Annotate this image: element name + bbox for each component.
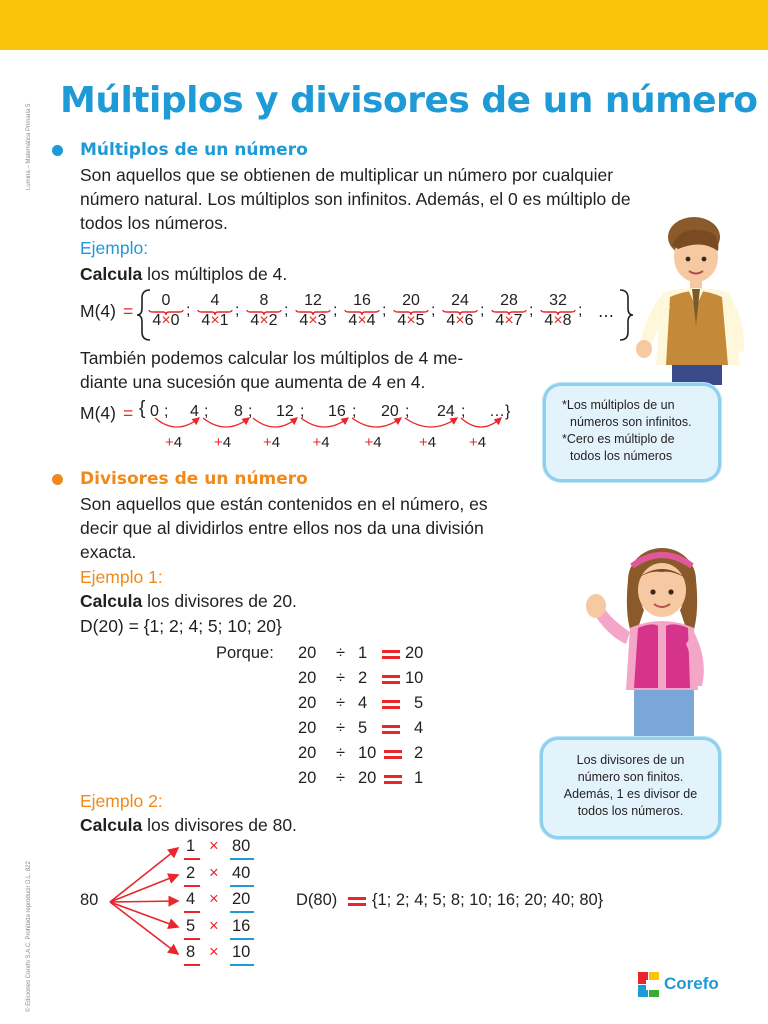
factor-a: 5 — [186, 916, 196, 935]
separator: ; — [352, 403, 357, 420]
equals-sign — [382, 725, 400, 734]
times-sign: × — [259, 312, 269, 329]
step-value: 4 — [427, 434, 437, 451]
bullet-icon — [52, 145, 63, 156]
note-bubble-multiples — [543, 383, 721, 482]
sequence-value: 24 — [437, 403, 455, 420]
factor-a: 4 — [201, 312, 211, 329]
fraction-numerator: 24 — [451, 292, 469, 309]
sequence-arrow — [155, 418, 199, 427]
fraction-numerator: 16 — [353, 292, 371, 309]
factor-b: 2 — [268, 312, 278, 329]
fraction-numerator: 4 — [210, 292, 220, 309]
root-number: 80 — [80, 891, 99, 909]
plus-sign: + — [263, 434, 272, 451]
factor-a-underline — [184, 964, 200, 966]
separator: ; — [333, 302, 338, 319]
fraction-denominator — [440, 311, 480, 331]
fraction — [244, 291, 284, 331]
factor-b: 6 — [464, 312, 474, 329]
corefo-logo-icon — [638, 972, 660, 998]
dividend: 20 — [298, 719, 317, 737]
separator: ; — [461, 403, 466, 420]
factor-a: 8 — [186, 943, 196, 961]
example1-label: Ejemplo 1: — [80, 567, 163, 587]
divisor: 5 — [358, 719, 368, 737]
bubble-text — [546, 386, 718, 465]
factor-b: 80 — [232, 837, 251, 855]
calc-rest: los divisores de 20. — [142, 591, 297, 611]
bubble-line: todos los números. — [577, 804, 684, 818]
factor-a: 1 — [186, 837, 196, 855]
factor-a: 4 — [348, 312, 358, 329]
step-value: 4 — [271, 434, 281, 451]
times-sign: × — [357, 312, 367, 329]
fraction-denominator — [146, 311, 186, 331]
calc-rest: los múltiplos de 4. — [142, 264, 288, 284]
equals-sign — [382, 700, 400, 709]
quotient: 1 — [414, 769, 424, 787]
side-note-top: Lumina – Matemática Primaria 5 — [26, 103, 32, 190]
divisor: 20 — [358, 769, 377, 787]
factor-arrows — [104, 840, 184, 965]
girl-illustration — [582, 540, 722, 740]
bubble-text — [543, 740, 718, 820]
dividend: 20 — [298, 744, 317, 762]
dividend: 20 — [298, 669, 317, 687]
divide-sign: ÷ — [336, 744, 346, 762]
fraction-denominator — [293, 311, 333, 331]
factor-b: 1 — [219, 312, 229, 329]
multiples-heading: Múltiplos de un número — [80, 140, 308, 160]
times-sign: × — [210, 312, 220, 329]
separator: ; — [480, 302, 485, 319]
separator: ; — [164, 403, 169, 420]
separator: ; — [248, 403, 253, 420]
factor-b: 4 — [366, 312, 376, 329]
sequence-arrow — [203, 418, 249, 427]
sequence-value: 16 — [328, 403, 346, 420]
calc-instruction — [80, 262, 287, 286]
plus-sign: + — [469, 434, 478, 451]
factor-a: 4 — [544, 312, 554, 329]
separator: ; — [204, 403, 209, 420]
fraction — [195, 291, 235, 331]
top-banner — [0, 0, 768, 50]
times-sign: × — [209, 943, 219, 961]
factor-a: 2 — [186, 863, 196, 882]
divide-sign: ÷ — [336, 644, 346, 662]
factor-b: 5 — [415, 312, 425, 329]
bubble-line: *Los múltiplos de un — [562, 398, 675, 412]
divisor: 4 — [358, 694, 368, 712]
set-d80-label: D(80) — [296, 891, 338, 909]
example2-label: Ejemplo 2: — [80, 791, 163, 811]
sequence-arrow — [352, 418, 401, 427]
sequence-arrow — [405, 418, 457, 427]
factor-a-underline — [184, 858, 200, 860]
factor-b: 0 — [170, 312, 180, 329]
sequence-value: 8 — [234, 403, 243, 420]
multiples-definition — [80, 163, 631, 235]
quotient: 2 — [414, 744, 424, 762]
divide-sign: ÷ — [336, 669, 346, 687]
text-line: Son aquellos que se obtienen de multiplicar un número por cualquier — [80, 165, 614, 185]
text-line: Son aquellos que están contenidos en el número, es — [80, 494, 488, 514]
step-label — [263, 434, 280, 451]
quotient: 20 — [405, 644, 424, 662]
separator: ; — [578, 302, 583, 319]
times-sign: × — [406, 312, 416, 329]
bubble-line: todos los números — [570, 449, 673, 463]
factor-b-underline — [230, 885, 254, 887]
factor-b: 7 — [513, 312, 523, 329]
divide-sign: ÷ — [336, 719, 346, 737]
separator: ; — [405, 403, 410, 420]
fraction — [391, 291, 431, 331]
equals-sign — [382, 650, 400, 659]
times-sign: × — [209, 837, 219, 855]
factor-b: 10 — [232, 943, 251, 961]
separator: ; — [300, 403, 305, 420]
calc-bold: Calcula — [80, 815, 143, 835]
quotient: 5 — [414, 694, 424, 712]
sequence-value: …} — [489, 403, 511, 420]
text-line: todos los números. — [80, 213, 228, 233]
factor-b-underline — [230, 858, 254, 860]
factor-a: 4 — [299, 312, 309, 329]
fraction-numerator: 0 — [161, 292, 171, 309]
times-sign: × — [504, 312, 514, 329]
divisors-heading: Divisores de un número — [80, 469, 308, 489]
factor-a: 4 — [446, 312, 456, 329]
factor-a: 4 — [397, 312, 407, 329]
step-label — [469, 434, 486, 451]
calc2-instruction — [80, 813, 297, 837]
separator: ; — [284, 302, 289, 319]
plus-sign: + — [364, 434, 374, 451]
separator: ; — [529, 302, 534, 319]
bullet-icon — [52, 474, 63, 485]
fraction-denominator — [489, 311, 529, 331]
set-d80-values: {1; 2; 4; 5; 8; 10; 16; 20; 40; 80} — [372, 891, 604, 909]
fraction — [538, 291, 578, 331]
separator: ; — [186, 302, 191, 319]
times-sign: × — [161, 312, 171, 329]
times-sign: × — [209, 916, 219, 935]
calc-rest: los divisores de 80. — [142, 815, 297, 835]
fraction-numerator: 32 — [549, 292, 567, 309]
step-label — [165, 434, 182, 451]
plus-sign: + — [214, 434, 223, 451]
step-label — [313, 434, 330, 451]
factor-a-underline — [184, 885, 200, 887]
dividend: 20 — [298, 644, 317, 662]
fraction — [293, 291, 333, 331]
times-sign: × — [553, 312, 563, 329]
factor-a: 4 — [495, 312, 505, 329]
divisor: 2 — [358, 669, 368, 687]
fraction — [342, 291, 382, 331]
times-sign: × — [455, 312, 465, 329]
sequence-value: 0 — [150, 403, 159, 420]
divisors-definition — [80, 492, 488, 564]
dividend: 20 — [298, 694, 317, 712]
text-line: decir que al dividirlos entre ellos nos da una división — [80, 518, 484, 538]
bubble-line: *Cero es múltiplo de — [562, 432, 675, 446]
fraction-denominator — [391, 311, 431, 331]
text-line: exacta. — [80, 542, 137, 562]
calc-bold: Calcula — [80, 591, 143, 611]
text-line: También podemos calcular los múltiplos de 4 me- — [80, 348, 464, 368]
factor-a: 4 — [152, 312, 162, 329]
times-sign: × — [209, 863, 219, 882]
page-title: Múltiplos y divisores de un número — [60, 80, 758, 121]
divide-sign: ÷ — [336, 769, 346, 787]
sequence-open-brace: { — [139, 398, 146, 419]
factor-a: 4 — [186, 890, 196, 908]
factor-a: 4 — [250, 312, 260, 329]
factor-b-underline — [230, 911, 254, 913]
quotient: 10 — [405, 669, 424, 687]
calc1-instruction — [80, 589, 297, 613]
fraction-denominator — [195, 311, 235, 331]
factor-b: 40 — [232, 863, 251, 882]
fraction-denominator — [342, 311, 382, 331]
separator: ; — [382, 302, 387, 319]
bubble-line: Los divisores de un — [576, 753, 685, 767]
factor-b: 16 — [232, 916, 251, 935]
factor-b-underline — [230, 964, 254, 966]
factor-b: 8 — [562, 312, 572, 329]
sequence-arrow — [461, 418, 501, 427]
fraction — [146, 291, 186, 331]
ellipsis: … — [598, 302, 614, 321]
quotient: 4 — [414, 719, 424, 737]
sequence-arrow — [301, 418, 348, 427]
equals-sign — [382, 675, 400, 684]
sequence-arrow — [253, 418, 297, 427]
calc-bold: Calcula — [80, 264, 143, 284]
step-value: 4 — [173, 434, 183, 451]
porque-label: Porque: — [216, 644, 274, 662]
fraction-denominator — [538, 311, 578, 331]
equals-sign: = — [123, 301, 134, 321]
step-label — [214, 434, 231, 451]
separator: ; — [431, 302, 436, 319]
bubble-line: número son finitos. — [577, 770, 684, 784]
example-label: Ejemplo: — [80, 238, 149, 258]
sequence-text — [80, 346, 463, 394]
fraction-numerator: 12 — [304, 292, 322, 309]
divisor: 1 — [358, 644, 368, 662]
equals-sign: = — [123, 403, 134, 423]
sequence-value: 12 — [276, 403, 294, 420]
fraction-numerator: 8 — [259, 292, 269, 309]
sequence-value: 4 — [190, 403, 199, 420]
fraction — [440, 291, 480, 331]
plus-sign: + — [165, 434, 174, 451]
boy-illustration — [632, 215, 760, 385]
bubble-line: números son infinitos. — [570, 415, 692, 429]
equals-sign — [384, 775, 402, 784]
divisor: 10 — [358, 744, 377, 762]
step-value: 4 — [222, 434, 232, 451]
times-sign: × — [308, 312, 318, 329]
equals-sign — [348, 897, 366, 906]
set-label-m4-seq: M(4) — [80, 403, 116, 423]
equals-sign — [384, 750, 402, 759]
step-label — [365, 434, 382, 451]
fraction-denominator — [244, 311, 284, 331]
times-sign: × — [209, 890, 219, 908]
factor-b: 3 — [317, 312, 327, 329]
dividend: 20 — [298, 769, 317, 787]
text-line: diante una sucesión que aumenta de 4 en 4. — [80, 372, 426, 392]
plus-sign: + — [312, 434, 322, 451]
set-d20: D(20) = {1; 2; 4; 5; 10; 20} — [80, 616, 282, 636]
sequence-arrows — [140, 414, 520, 436]
bubble-line: Además, 1 es divisor de — [563, 787, 698, 801]
side-note-bottom: © Ediciones Corefo S.A.C. Prohibida reproducir D.L. 822 — [26, 861, 32, 1012]
step-value: 4 — [477, 434, 487, 451]
separator: ; — [235, 302, 240, 319]
step-value: 4 — [321, 434, 330, 451]
text-line: número natural. Los múltiplos son infinitos. Además, el 0 es múltiplo de — [80, 189, 631, 209]
factor-a-underline — [184, 938, 200, 940]
fraction — [489, 291, 529, 331]
set-label-m4: M(4) — [80, 301, 116, 321]
step-label — [419, 434, 436, 451]
plus-sign: + — [419, 434, 428, 451]
sequence-value: 20 — [381, 403, 399, 420]
divide-sign: ÷ — [336, 694, 346, 712]
factor-b: 20 — [232, 890, 251, 908]
factor-a-underline — [184, 911, 200, 913]
fraction-numerator: 20 — [402, 292, 420, 309]
corefo-logo-text: Corefo — [664, 974, 719, 993]
note-bubble-divisors — [540, 737, 721, 839]
fraction-numerator: 28 — [500, 292, 518, 309]
step-value: 4 — [373, 434, 382, 451]
factor-b-underline — [230, 938, 254, 940]
